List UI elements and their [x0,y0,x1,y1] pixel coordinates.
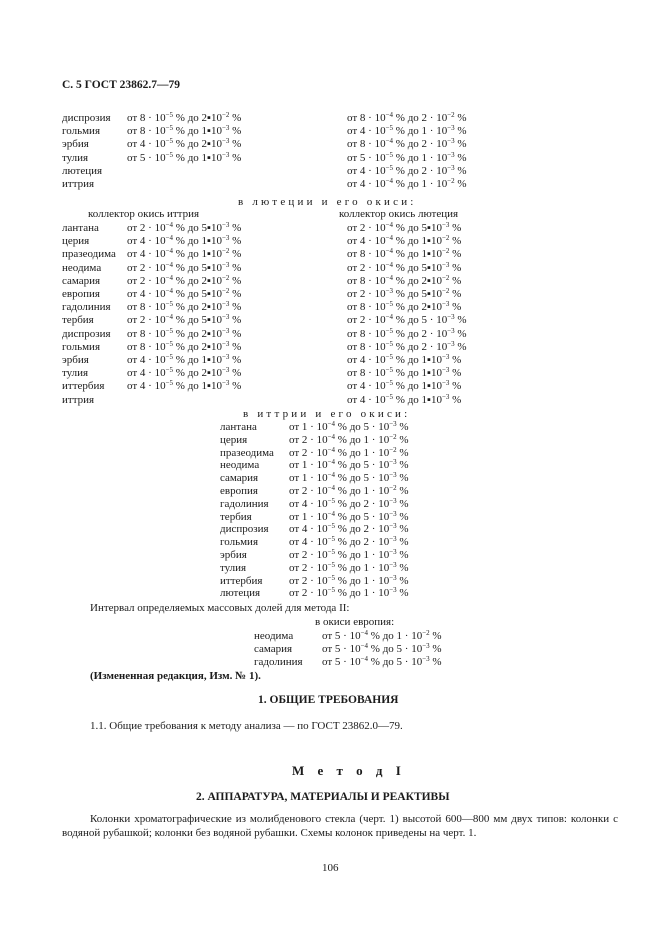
yttrium-oxide-range: от $2 \cdot 10^{-5}$ % до $1 \cdot 10^{-3}$ % [289,548,409,561]
element-name: гадолиния [62,301,111,314]
lutetium-collector-range: от $2 \cdot 10^{-4}$ % до $5 \cdot 10^{-3}$ % [347,313,467,327]
yttrium-collector-range: от $4 \cdot 10^{-4}$ % до $5▪10^{-2}$ % [127,287,242,300]
element-name: неодима [220,459,260,472]
element-name: эрбия [220,549,247,561]
yttrium-collector-range: от $8 \cdot 10^{-5}$ % до $1▪10^{-3}$ % [127,124,242,138]
yttrium-collector-range: от $4 \cdot 10^{-4}$ % до $1▪10^{-3}$ % [127,234,242,248]
lutetium-collector-range: от $5 \cdot 10^{-5}$ % до $1 \cdot 10^{-3}$ % [347,150,467,164]
element-name: лантана [220,421,257,433]
yttrium-oxide-range: от $2 \cdot 10^{-4}$ % до $1 \cdot 10^{-2}$ % [289,484,409,497]
lutetium-collector-range: от $8 \cdot 10^{-5}$ % до $2 \cdot 10^{-3}$ % [347,339,467,353]
page-number: 106 [322,862,339,874]
yttrium-oxide-range: от $2 \cdot 10^{-4}$ % до $1 \cdot 10^{-2}$ % [289,432,409,446]
element-name: празеодима [220,446,274,459]
element-name: церия [62,235,90,248]
lutetium-collector-range: от $4 \cdot 10^{-5}$ % до $1▪10^{-3}$ % [347,353,462,366]
yttrium-collector-range: от $4 \cdot 10^{-4}$ % до $1▪10^{-2}$ % [127,247,242,261]
yttrium-collector-range: от $4 \cdot 10^{-5}$ % до $2▪10^{-3}$ % [127,137,242,151]
element-name: иттрия [62,178,95,190]
lutetium-collector-range: от $8 \cdot 10^{-4}$ % до $2▪10^{-2}$ % [347,273,462,287]
element-name: празеодима [62,248,116,261]
lutetium-collector-range: от $8 \cdot 10^{-4}$ % до $2 \cdot 10^{-3}$ % [347,137,467,151]
method-heading: М е т о д I [292,763,406,778]
element-name: лютеция [220,587,261,600]
yttrium-collector-range: от $2 \cdot 10^{-4}$ % до $5▪10^{-3}$ % [127,313,242,327]
yttrium-heading: в иттрии и его окиси: [243,408,411,420]
element-name: гольмия [220,536,259,549]
element-name: тулия [220,561,247,574]
element-name: гольмия [62,125,101,138]
lutetium-collector-range: от $4 \cdot 10^{-5}$ % до $2 \cdot 10^{-3}$ % [347,163,467,177]
element-name: иттербия [220,574,263,587]
element-name: эрбия [62,138,89,151]
yttrium-collector-range: от $2 \cdot 10^{-4}$ % до $2▪10^{-2}$ % [127,273,242,287]
lutetium-collector-range: от $2 \cdot 10^{-4}$ % до $5▪10^{-3}$ % [347,221,462,234]
element-name: церия [220,433,248,446]
yttrium-collector-range: от $4 \cdot 10^{-5}$ % до $1▪10^{-3}$ % [127,379,242,393]
europium-oxide-range: от $5 \cdot 10^{-4}$ % до $5 \cdot 10^{-3}$ % [322,655,442,668]
element-name: диспрозия [220,523,269,536]
europium-oxide-range: от $5 \cdot 10^{-4}$ % до $5 \cdot 10^{-3}$ % [322,642,442,655]
europium-oxide-range: от $5 \cdot 10^{-4}$ % до $1 \cdot 10^{-2}$ % [322,629,442,642]
heading-general-requirements: 1. ОБЩИЕ ТРЕБОВАНИЯ [258,694,399,706]
lutetium-collector-range: от $8 \cdot 10^{-5}$ % до $2▪10^{-3}$ % [347,300,462,314]
element-name: европия [220,485,258,497]
element-name: тербия [62,314,94,327]
element-name: европия [62,288,100,300]
lutetium-collector-range: от $4 \cdot 10^{-4}$ % до $1 \cdot 10^{-2}$ % [347,177,467,190]
element-name: лантана [62,222,99,234]
lutetium-collector-range: от $4 \cdot 10^{-5}$ % до $1 \cdot 10^{-3}$ % [347,124,467,138]
yttrium-oxide-range: от $4 \cdot 10^{-5}$ % до $2 \cdot 10^{-3}$ % [289,535,409,549]
element-name: тулия [62,367,89,380]
yttrium-oxide-range: от $2 \cdot 10^{-5}$ % до $1 \cdot 10^{-3}$ % [289,573,409,587]
element-name: лютеция [62,164,103,177]
element-name: неодима [62,261,102,274]
yttrium-collector-range: от $2 \cdot 10^{-4}$ % до $5▪10^{-3}$ % [127,260,242,274]
amendment-note: (Измененная редакция, Изм. № 1). [90,670,261,682]
general-requirements-text: 1.1. Общие требования к методу анализа — по ГОСТ 23862.0—79. [90,720,403,732]
element-name: эрбия [62,354,89,366]
yttrium-collector-range: от $8 \cdot 10^{-5}$ % до $2▪10^{-3}$ % [127,326,242,340]
yttrium-oxide-range: от $2 \cdot 10^{-5}$ % до $1 \cdot 10^{-3}$ % [289,560,409,574]
interval-text: Интервал определяемых массовых долей для метода II: [90,602,350,614]
lutetium-collector-range: от $2 \cdot 10^{-4}$ % до $5▪10^{-3}$ % [347,260,462,274]
element-name: неодима [254,630,294,642]
element-name: иттербия [62,380,105,393]
yttrium-collector-range: от $8 \cdot 10^{-5}$ % до $2▪10^{-2}$ % [127,111,242,124]
yttrium-collector-range: от $8 \cdot 10^{-5}$ % до $2▪10^{-3}$ % [127,339,242,353]
yttrium-oxide-range: от $4 \cdot 10^{-5}$ % до $2 \cdot 10^{-3}$ % [289,522,409,536]
europium-heading: в окиси европия: [315,616,395,628]
lutetium-collector-range: от $8 \cdot 10^{-5}$ % до $1▪10^{-3}$ % [347,366,462,380]
element-name: гадолиния [254,656,303,668]
yttrium-collector-range: от $4 \cdot 10^{-5}$ % до $2▪10^{-3}$ % [127,366,242,380]
element-name: иттрия [62,393,95,406]
yttrium-oxide-range: от $4 \cdot 10^{-5}$ % до $2 \cdot 10^{-3}$ % [289,496,409,510]
element-name: тулия [62,151,89,164]
element-name: самария [254,643,293,655]
lutetium-collector-range: от $4 \cdot 10^{-5}$ % до $1▪10^{-3}$ % [347,392,462,406]
yttrium-oxide-range: от $2 \cdot 10^{-5}$ % до $1 \cdot 10^{-3}$ % [289,586,409,600]
collector-left-label: коллектор окись иттрия [88,208,200,220]
lutetium-collector-range: от $2 \cdot 10^{-3}$ % до $5▪10^{-2}$ % [347,287,462,300]
yttrium-oxide-range: от $1 \cdot 10^{-4}$ % до $5 \cdot 10^{-3}$ % [289,458,409,472]
lutetium-collector-range: от $8 \cdot 10^{-4}$ % до $2 \cdot 10^{-2}$ % [347,111,467,124]
lutetium-collector-range: от $8 \cdot 10^{-4}$ % до $1▪10^{-2}$ % [347,247,462,261]
yttrium-oxide-range: от $2 \cdot 10^{-4}$ % до $1 \cdot 10^{-2}$ % [289,445,409,459]
element-name: гольмия [62,340,101,353]
element-name: самария [220,472,259,485]
yttrium-oxide-range: от $1 \cdot 10^{-4}$ % до $5 \cdot 10^{-3}$ % [289,420,409,433]
lutetium-collector-range: от $8 \cdot 10^{-5}$ % до $2 \cdot 10^{-3}$ % [347,326,467,340]
lutetium-heading: в лютеции и его окиси: [238,196,417,208]
lutetium-collector-range: от $4 \cdot 10^{-5}$ % до $1▪10^{-3}$ % [347,379,462,393]
page-header: С. 5 ГОСТ 23862.7—79 [62,79,181,91]
apparatus-paragraph: Колонки хроматографические из молибденового стекла (черт. 1) высотой 600—800 мм двух типов: колонки с водяной рубашкой; колонки без водяной рубашки. Схемы колонок приведены на черт. 1. [62,813,618,839]
element-name: гадолиния [220,497,269,510]
yttrium-collector-range: от $8 \cdot 10^{-5}$ % до $2▪10^{-3}$ % [127,300,242,314]
element-name: диспрозия [62,112,111,124]
element-name: диспрозия [62,327,111,340]
element-name: самария [62,274,101,287]
yttrium-collector-range: от $4 \cdot 10^{-5}$ % до $1▪10^{-3}$ % [127,353,242,366]
yttrium-oxide-range: от $1 \cdot 10^{-4}$ % до $5 \cdot 10^{-3}$ % [289,471,409,485]
yttrium-collector-range: от $2 \cdot 10^{-4}$ % до $5▪10^{-3}$ % [127,221,242,234]
lutetium-collector-range: от $4 \cdot 10^{-4}$ % до $1▪10^{-2}$ % [347,234,462,248]
heading-apparatus: 2. АППАРАТУРА, МАТЕРИАЛЫ И РЕАКТИВЫ [196,791,450,803]
collector-right-label: коллектор окись лютеция [339,208,459,220]
yttrium-oxide-range: от $1 \cdot 10^{-4}$ % до $5 \cdot 10^{-3}$ % [289,509,409,523]
element-name: тербия [220,510,252,523]
yttrium-collector-range: от $5 \cdot 10^{-5}$ % до $1▪10^{-3}$ % [127,150,242,164]
